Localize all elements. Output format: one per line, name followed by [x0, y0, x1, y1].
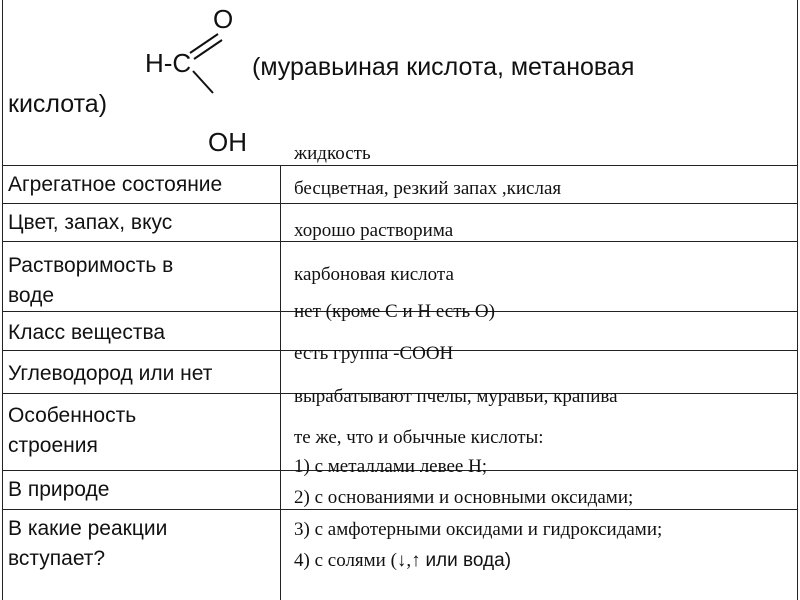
formula-hydroxyl: OH	[208, 127, 247, 157]
value-reaction-4-sans: или вода)	[425, 550, 512, 571]
value-substance-class: карбоновая кислота	[294, 264, 454, 285]
value-color-smell-taste: бесцветная, резкий запах ,кислая	[294, 178, 562, 199]
value-structure: есть группа -СООН	[294, 343, 454, 364]
row-label-substance-class: Класс вещества	[8, 321, 166, 344]
substance-names-line1: (муравьиная кислота, метановая	[252, 53, 635, 81]
value-reaction-1: 1) с металлами левее Н;	[294, 456, 488, 477]
value-hydrocarbon: нет (кроме С и Н есть О)	[294, 301, 495, 322]
value-solubility: хорошо растворима	[294, 220, 454, 241]
value-in-nature: вырабатывают пчелы, муравьи, крапива	[294, 386, 618, 407]
value-reaction-4-serif: 4) с солями (↓,↑	[294, 550, 426, 571]
row-label-reactions-line1: В какие реакции	[8, 517, 168, 540]
row-label-structure-line1: Особенность	[8, 404, 137, 427]
row-label-color-smell-taste: Цвет, запах, вкус	[8, 211, 173, 234]
value-state: жидкость	[294, 143, 371, 164]
formula-hc: H-C	[145, 48, 192, 78]
row-label-hydrocarbon: Углеводород или нет	[8, 362, 213, 385]
substance-names-line2: кислота)	[8, 90, 108, 118]
value-reaction-4	[294, 550, 511, 572]
row-label-solubility-line2: воде	[8, 284, 55, 307]
column-divider	[280, 165, 281, 600]
formula-oxygen: O	[213, 4, 234, 34]
row-label-in-nature: В природе	[8, 478, 110, 501]
row-label-solubility-line1: Растворимость в	[8, 254, 174, 277]
row-divider	[2, 509, 798, 510]
row-label-aggregate-state: Агрегатное состояние	[8, 173, 223, 196]
value-reactions-intro: те же, что и обычные кислоты:	[294, 427, 544, 448]
value-reaction-3: 3) с амфотерными оксидами и гидроксидами;	[294, 519, 663, 540]
formula-bonds	[0, 0, 800, 170]
row-label-reactions-line2: вступает?	[8, 547, 106, 570]
value-reaction-2: 2) с основаниями и основными оксидами;	[294, 487, 634, 508]
row-divider	[2, 203, 798, 204]
row-label-structure-line2: строения	[8, 434, 98, 457]
